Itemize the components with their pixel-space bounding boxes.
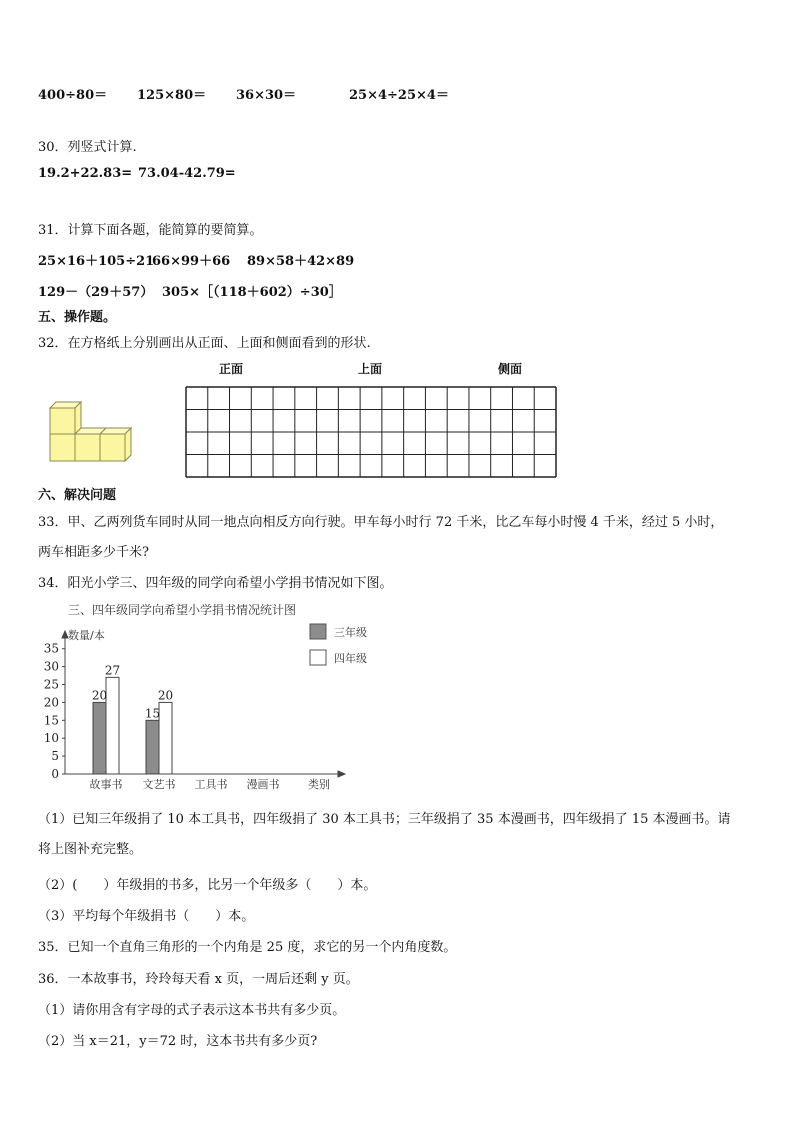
oral-item: 125×80＝ (137, 88, 207, 103)
q34-sub1-line2: 将上图补充完整。 (38, 842, 143, 857)
x-category-label: 工具书 (194, 778, 228, 791)
q36-title: 36．一本故事书，玲玲每天看 x 页，一周后还剩 y 页。 (38, 972, 359, 987)
bar-value-label: 20 (91, 688, 108, 703)
q34-sub2: （2）( ）年级捐的书多，比另一个年级多（ ）本。 (38, 878, 377, 893)
q33-line1: 33．甲、乙两列货车同时从同一地点向相反方向行驶。甲车每小时行 72 千米，比乙车每小时慢 4 千米，经过 5 小时， (38, 515, 724, 530)
bar-value-label: 20 (157, 688, 174, 703)
bar-value-label: 15 (144, 706, 161, 721)
legend-label-grade4: 四年级 (334, 652, 367, 665)
x-axis-arrow (338, 771, 345, 777)
bar-grade3 (93, 702, 106, 774)
q30-item: 19.2+22.83= (38, 166, 133, 181)
y-tick-label: 35 (43, 641, 59, 656)
oral-item: 400÷80＝ (38, 88, 108, 103)
grid-paper[interactable] (185, 386, 557, 478)
y-tick-label: 10 (43, 731, 59, 746)
bar-grade4 (159, 702, 172, 774)
q34-sub1-line1: （1）已知三年级捐了 10 本工具书，四年级捐了 30 本工具书；三年级捐了 35 本漫画书，四年级捐了 15 本漫画书。请 (38, 812, 731, 827)
q36-sub2: （2）当 x＝21，y＝72 时，这本书共有多少页? (38, 1034, 318, 1049)
bar-value-label: 27 (104, 663, 121, 678)
legend-swatch-grade3 (310, 624, 326, 639)
q31-item: 129－（29＋57） (38, 285, 154, 300)
x-category-label: 文艺书 (142, 778, 176, 791)
q34-sub1 (38, 805, 760, 865)
y-tick-label: 15 (43, 713, 59, 728)
q31-item: 66×99＋66 (152, 254, 231, 269)
bar-grade3 (146, 720, 159, 774)
y-tick-label: 0 (51, 767, 59, 781)
chart-xlabel: 类别 (308, 778, 330, 791)
cube-stack-figure (44, 402, 136, 466)
legend-swatch-grade4 (310, 650, 326, 665)
q32-title: 32．在方格纸上分别画出从正面、上面和侧面看到的形状. (38, 336, 371, 351)
q33-line2: 两车相距多少千米? (38, 545, 149, 560)
section5-heading: 五、操作题。 (38, 310, 117, 325)
q36-sub1: （1）请你用含有字母的式子表示这本书共有多少页。 (38, 1003, 346, 1018)
view-label-top: 上面 (358, 362, 383, 376)
q30-title: 30．列竖式计算. (38, 140, 137, 155)
q30-item: 73.04-42.79= (138, 166, 236, 181)
oral-item: 25×4÷25×4＝ (349, 88, 449, 103)
y-tick-label: 30 (43, 659, 59, 674)
legend-label-grade3: 三年级 (334, 626, 367, 639)
q31-title: 31．计算下面各题，能简算的要简算。 (38, 223, 263, 238)
q31-item: 25×16＋105÷21 (38, 254, 155, 269)
q34-title: 34．阳光小学三、四年级的同学向希望小学捐书情况如下图。 (38, 576, 393, 591)
bar-grade4 (106, 677, 119, 774)
q35: 35．已知一个直角三角形的一个内角是 25 度，求它的另一个内角度数。 (38, 940, 457, 955)
chart-title: 三、四年级同学向希望小学捐书情况统计图 (68, 603, 297, 617)
y-tick-label: 20 (43, 695, 59, 710)
view-label-side: 侧面 (498, 362, 523, 376)
bar-chart (38, 598, 367, 794)
q31-item: 305×［（118＋602）÷30］ (162, 285, 342, 300)
chart-ylabel: 数量/本 (68, 629, 105, 642)
section6-heading: 六、解决问题 (38, 488, 117, 503)
x-category-label: 漫画书 (246, 778, 280, 791)
x-category-label: 故事书 (89, 778, 123, 791)
q31-item: 89×58＋42×89 (247, 254, 355, 269)
y-tick-label: 25 (43, 677, 59, 692)
view-label-front: 正面 (219, 362, 244, 376)
oral-item: 36×30＝ (236, 88, 297, 103)
q34-sub3: （3）平均每个年级捐书（ ）本。 (38, 909, 255, 924)
y-tick-label: 5 (51, 749, 59, 764)
